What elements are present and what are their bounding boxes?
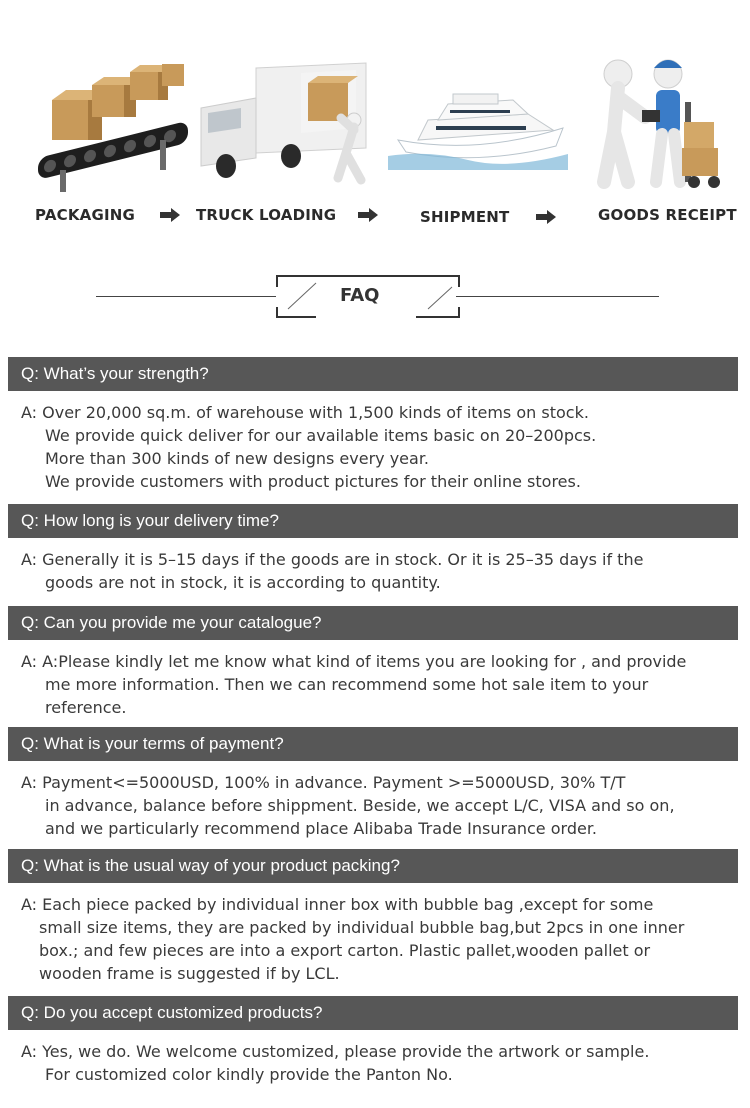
faq-item	[8, 504, 738, 594]
arrow-right-icon	[160, 208, 180, 222]
faq-divider-right	[456, 296, 659, 297]
answer-line: in advance, balance before shippment. Beside, we accept L/C, VISA and so on,	[45, 796, 675, 815]
step-label-goods-receipt: GOODS RECEIPT	[598, 206, 737, 224]
faq-answer	[8, 761, 738, 840]
faq-question: Q: Do you accept customized products?	[8, 996, 738, 1030]
faq-divider-left	[96, 296, 276, 297]
faq-answer	[8, 1030, 738, 1086]
answer-line: small size items, they are packed by individual bubble bag,but 2pcs in one inner	[39, 918, 685, 937]
answer-line: wooden frame is suggested if by LCL.	[39, 964, 340, 983]
answer-line: reference.	[45, 698, 127, 717]
delivery-person-icon	[590, 52, 730, 192]
faq-title: FAQ	[340, 285, 380, 306]
faq-item	[8, 606, 738, 719]
answer-line: A: Generally it is 5–15 days if the goods are in stock. Or it is 25–35 days if the	[21, 550, 644, 569]
faq-answer	[8, 640, 738, 719]
answer-line: For customized color kindly provide the Panton No.	[45, 1065, 453, 1084]
faq-question: Q: What is the usual way of your product packing?	[8, 849, 738, 883]
answer-line: A: A:Please kindly let me know what kind of items you are looking for , and provide	[21, 652, 687, 671]
answer-line: More than 300 kinds of new designs every year.	[45, 449, 430, 468]
answer-line: box.; and few pieces are into a export carton. Plastic pallet,wooden pallet or	[39, 941, 651, 960]
faq-item	[8, 357, 738, 493]
answer-line: me more information. Then we can recommend some hot sale item to your	[45, 675, 649, 694]
faq-item	[8, 727, 738, 840]
answer-line: We provide customers with product pictures for their online stores.	[45, 472, 581, 491]
answer-line: A: Payment<=5000USD, 100% in advance. Payment >=5000USD, 30% T/T	[21, 773, 626, 792]
step-label-truck-loading: TRUCK LOADING	[196, 206, 337, 224]
faq-answer	[8, 391, 738, 493]
faq-question: Q: What’s your strength?	[8, 357, 738, 391]
faq-answer	[8, 883, 738, 985]
faq-item	[8, 996, 738, 1086]
answer-line: and we particularly recommend place Alibaba Trade Insurance order.	[45, 819, 598, 838]
arrow-right-icon	[536, 210, 556, 224]
faq-answer	[8, 538, 738, 594]
answer-line: We provide quick deliver for our available items basic on 20–200pcs.	[45, 426, 597, 445]
ship-icon	[388, 80, 568, 170]
step-label-packaging: PACKAGING	[35, 206, 136, 224]
answer-line: goods are not in stock, it is according to quantity.	[45, 573, 441, 592]
conveyor-boxes-icon	[30, 60, 190, 195]
faq-question: Q: Can you provide me your catalogue?	[8, 606, 738, 640]
faq-question: Q: How long is your delivery time?	[8, 504, 738, 538]
faq-question: Q: What is your terms of payment?	[8, 727, 738, 761]
answer-line: A: Each piece packed by individual inner box with bubble bag ,except for some	[21, 895, 654, 914]
step-label-shipment: SHIPMENT	[420, 208, 510, 226]
truck-loading-icon	[196, 58, 381, 190]
shipping-process	[0, 0, 750, 240]
answer-line: A: Over 20,000 sq.m. of warehouse with 1,500 kinds of items on stock.	[21, 403, 589, 422]
arrow-right-icon	[358, 208, 378, 222]
answer-line: A: Yes, we do. We welcome customized, please provide the artwork or sample.	[21, 1042, 650, 1061]
faq-item	[8, 849, 738, 985]
